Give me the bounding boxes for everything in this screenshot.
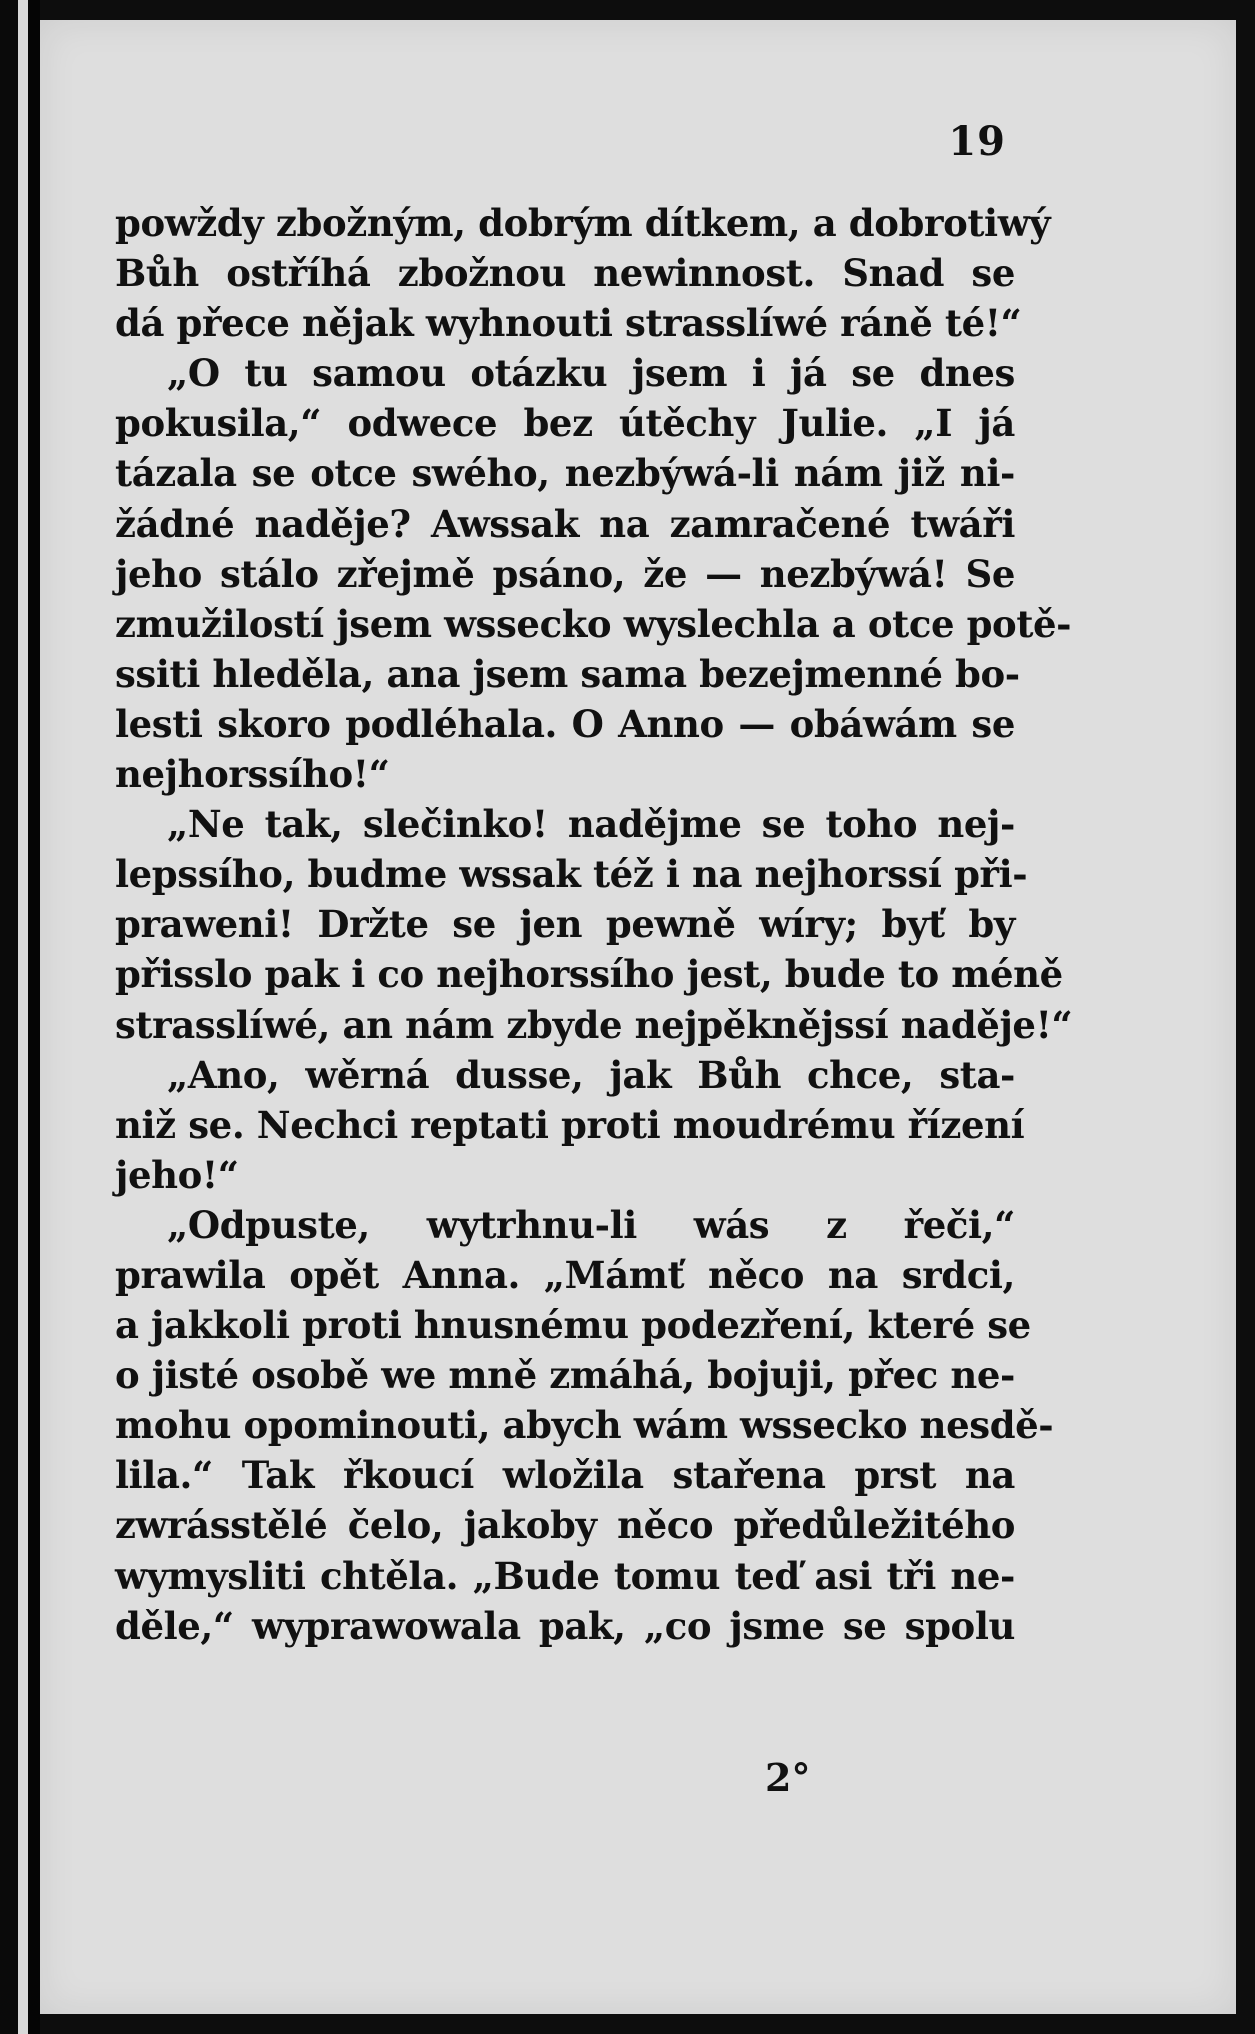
text-line: lepssího, budme wssak též i na nejhorssí při- [115,852,1028,897]
signature-mark: 2° [765,1755,811,1800]
text-line: strasslíwé, an nám zbyde nejpěkněјssí naděje!“ [115,1002,1073,1047]
text-line: o jisté osobě we mně zmáhá, bojuji, přec ne- [115,1353,1015,1398]
text-line: nejhorssího!“ [115,752,390,797]
text-line: prawila opět Anna. „Mámť něco na srdci, [115,1252,1015,1297]
text-line: mohu opominouti, abych wám wssecko nesdě- [115,1403,1054,1448]
body-text [115,198,1073,1651]
text-line: „Ne tak, slečinko! nadějme se toho nej- [167,802,1015,847]
book-page [40,20,1236,2014]
text-line: praweni! Držte se jen pewně wíry; byť by [115,902,1015,947]
text-line: „Ano, wěrná dusse, jak Bůh chce, sta- [167,1052,1015,1097]
text-line: „Odpuste, wytrhnu-li wás z řeči,“ [167,1202,1015,1247]
text-line: Bůh ostříhá zbožnou newinnost. Snad se [115,251,1015,296]
text-line: pokusila,“ odwece bez útěchy Julie. „I já [115,401,1015,446]
text-line: ssiti hleděla, ana jsem sama bezejmenné bo- [115,651,1020,696]
text-line: děle,“ wyprawowala pak, „co jsme se spolu [115,1603,1015,1648]
text-line: zwrásstělé čelo, jakoby něco předůležitého [115,1503,1015,1548]
text-line: „O tu samou otázku jsem i já se dnes [167,351,1015,396]
text-line: přisslo pak i co nejhorssího jest, bude to méně [115,952,1063,997]
text-line: zmužilostí jsem wssecko wyslechla a otce potě- [115,601,1072,646]
text-line: niž se. Nechci reptati proti moudrému řízení [115,1102,1025,1147]
scan-border-gap [28,0,40,2034]
text-line: žádné naděje? Awssak na zamračené twáři [115,501,1015,546]
scan-border-strip [18,0,28,2034]
page-number: 19 [948,118,1006,165]
scan-border-left [0,0,18,2034]
text-line: dá přece nějak wyhnouti strasslíwé ráně té!“ [115,301,1022,346]
text-line: jeho stálo zřejmě psáno, že — nezbýwá! Se [115,551,1015,596]
text-line: powždy zbožným, dobrým dítkem, a dobrotiwý [115,201,1051,245]
text-line: wymysliti chtěla. „Bude tomu teď asi tři ne- [115,1553,1015,1598]
text-line: a jakkoli proti hnusnému podezření, které se [115,1303,1031,1348]
text-line: tázala se otce swého, nezbýwá-li nám již ni- [115,451,1015,496]
text-line: jeho!“ [115,1152,239,1197]
text-line: lesti skoro podléhala. O Anno — obáwám se [115,701,1015,746]
text-line: lila.“ Tak řkoucí wložila stařena prst na [115,1453,1015,1498]
